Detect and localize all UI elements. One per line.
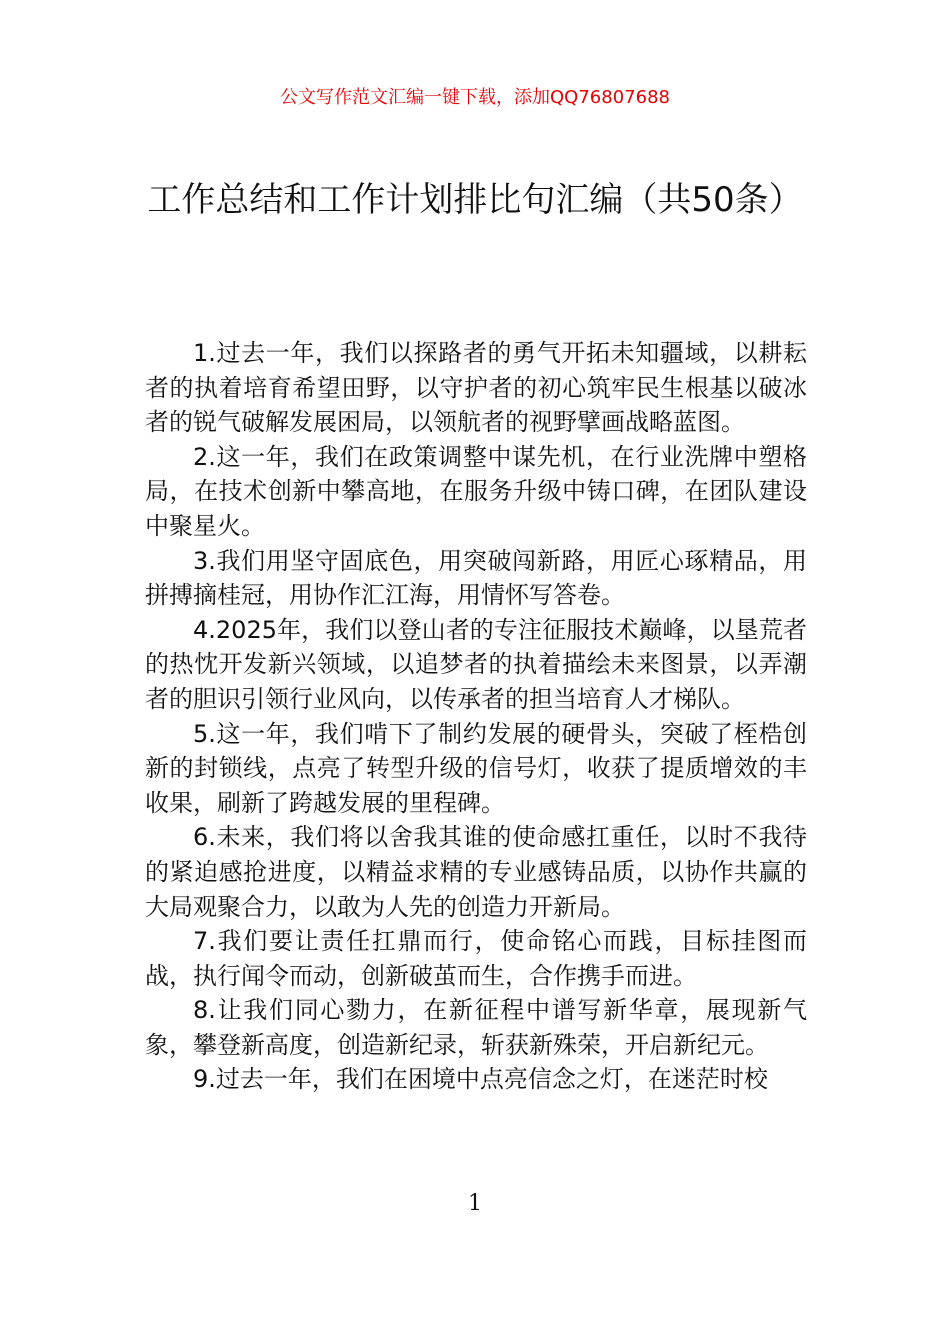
paragraph-2: 2.这一年，我们在政策调整中谋先机，在行业洗牌中塑格局，在技术创新中攀高地，在服务升级中铸口碑，在团队建设中聚星火。 xyxy=(145,442,807,540)
paragraph-1: 1.过去一年，我们以探路者的勇气开拓未知疆域，以耕耘者的执着培育希望田野，以守护者的初心筑牢民生根基以破冰者的锐气破解发展困局，以领航者的视野擘画战略蓝图。 xyxy=(145,339,807,437)
paragraph-9: 9.过去一年，我们在困境中点亮信念之灯，在迷茫时校 xyxy=(193,1065,768,1094)
paragraph-7: 7.我们要让责任扛鼎而行，使命铭心而践，目标挂图而战，执行闻令而动，创新破茧而生，合作携手而进。 xyxy=(145,927,807,990)
document-body xyxy=(145,336,807,1097)
page-number: 1 xyxy=(468,1191,482,1216)
document-title: 工作总结和工作计划排比句汇编（共50条） xyxy=(147,180,803,220)
paragraph-6: 6.未来，我们将以舍我其谁的使命感扛重任，以时不我待的紧迫感抢进度，以精益求精的专业感铸品质，以协作共赢的大局观聚合力，以敢为人先的创造力开新局。 xyxy=(145,823,807,921)
paragraph-4: 4.2025年，我们以登山者的专注征服技术巅峰，以垦荒者的热忱开发新兴领域，以追梦者的执着描绘未来图景，以弄潮者的胆识引领行业风向，以传承者的担当培育人才梯队。 xyxy=(145,615,807,713)
paragraph-8: 8.让我们同心勠力，在新征程中谱写新华章，展现新气象，攀登新高度，创造新纪录，斩获新殊荣，开启新纪元。 xyxy=(145,996,807,1059)
paragraph-5: 5.这一年，我们啃下了制约发展的硬骨头，突破了桎梏创新的封锁线，点亮了转型升级的信号灯，收获了提质增效的丰收果，刷新了跨越发展的里程碑。 xyxy=(145,719,807,817)
paragraph-3: 3.我们用坚守固底色，用突破闯新路，用匠心琢精品，用拼搏摘桂冠，用协作汇江海，用情怀写答卷。 xyxy=(145,546,807,610)
header-download-note: 公文写作范文汇编一键下载，添加QQ76807688 xyxy=(280,87,670,108)
